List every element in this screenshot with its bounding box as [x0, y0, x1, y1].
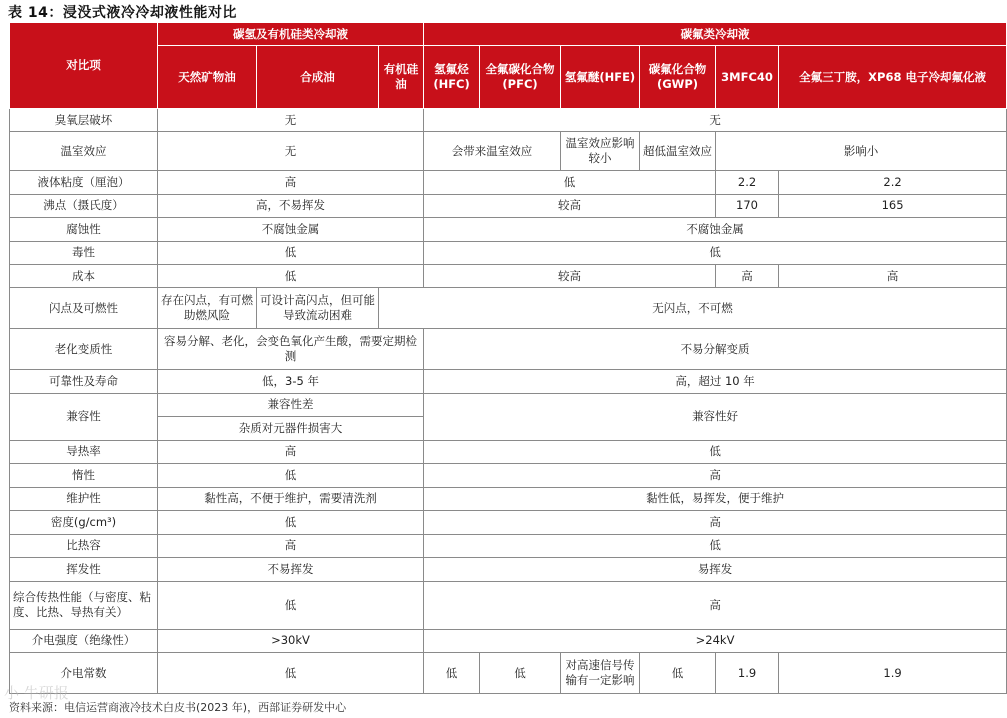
cell-fc: 低: [424, 440, 1007, 463]
header-col-hfe: 氢氟醚(HFE): [561, 46, 640, 108]
cell-fc: 黏性低，易挥发，便于维护: [424, 487, 1007, 510]
cell-hc: 黏性高，不便于维护，需要清洗剂: [158, 487, 424, 510]
row-label: 维护性: [10, 487, 158, 510]
header-group-fluorocarbon: 碳氟类冷却液: [424, 23, 1007, 46]
row-label: 比热容: [10, 534, 158, 557]
cell-xp68: 2.2: [779, 171, 1007, 194]
cell-fc: 无: [424, 108, 1007, 131]
cell-hc: 低: [158, 511, 424, 534]
cell-hc: 无: [158, 132, 424, 171]
header-row-columns: [10, 46, 1007, 108]
table-row: [10, 171, 1007, 194]
cell-fc: 兼容性好: [424, 393, 1007, 440]
cell-fc: 易挥发: [424, 558, 1007, 581]
cell-hc: 高，不易挥发: [158, 194, 424, 217]
header-compare-item: 对比项: [10, 23, 158, 109]
row-label: 沸点（摄氏度）: [10, 194, 158, 217]
cell-fc: 不腐蚀金属: [424, 218, 1007, 241]
row-label: 兼容性: [10, 393, 158, 440]
cell-hc: 高: [158, 440, 424, 463]
header-col-xp68: 全氟三丁胺，XP68 电子冷却氟化液: [779, 46, 1007, 108]
cell-gwp: 低: [640, 653, 716, 694]
cell-fc: 无闪点，不可燃: [379, 288, 1007, 329]
cell-hfe: 对高速信号传输有一定影响: [561, 653, 640, 694]
header-col-pfc: 全氟碳化合物(PFC): [480, 46, 561, 108]
cell-hc: 低: [158, 581, 424, 629]
cell-hfc-pfc: 会带来温室效应: [424, 132, 561, 171]
cell-hc: 低，3-5 年: [158, 370, 424, 393]
cell-3mfc40: 2.2: [716, 171, 779, 194]
table-row: [10, 393, 1007, 416]
table-row: [10, 265, 1007, 288]
cell-xp68: 1.9: [779, 653, 1007, 694]
cell-fc: 低: [424, 534, 1007, 557]
row-label: 惰性: [10, 464, 158, 487]
table-row: [10, 487, 1007, 510]
cell-rest: 影响小: [716, 132, 1007, 171]
header-col-silicone-oil: 有机硅油: [379, 46, 424, 108]
table-row: [10, 558, 1007, 581]
cell-hc: 低: [158, 265, 424, 288]
cell-fc: 低: [424, 241, 1007, 264]
table-row: [10, 464, 1007, 487]
cell-fc: 高，超过 10 年: [424, 370, 1007, 393]
table-row: [10, 581, 1007, 629]
table-row: [10, 370, 1007, 393]
cell-fc: 高: [424, 464, 1007, 487]
table-row: [10, 440, 1007, 463]
table-row: [10, 329, 1007, 370]
table-row: [10, 108, 1007, 131]
row-label: 老化变质性: [10, 329, 158, 370]
cell-hc: 低: [158, 464, 424, 487]
cell-fc: >24kV: [424, 629, 1007, 652]
cell-hc: >30kV: [158, 629, 424, 652]
row-label: 闪点及可燃性: [10, 288, 158, 329]
table-row: [10, 534, 1007, 557]
cell-hc: 高: [158, 171, 424, 194]
cell-hc: 低: [158, 653, 424, 694]
table-row: [10, 629, 1007, 652]
cell-3mfc40: 1.9: [716, 653, 779, 694]
comparison-table: [9, 22, 1007, 694]
cell-hc: 容易分解、老化，会变色氧化产生酸，需要定期检测: [158, 329, 424, 370]
row-label: 可靠性及寿命: [10, 370, 158, 393]
row-label: 导热率: [10, 440, 158, 463]
cell-hc: 无: [158, 108, 424, 131]
header-col-hfc: 氢氟烃(HFC): [424, 46, 480, 108]
cell-fc: 不易分解变质: [424, 329, 1007, 370]
row-label: 介电强度（绝缘性）: [10, 629, 158, 652]
header-col-mineral-oil: 天然矿物油: [158, 46, 257, 108]
cell-xp68: 高: [779, 265, 1007, 288]
cell-fc: 高: [424, 581, 1007, 629]
table-row: [10, 132, 1007, 171]
cell-hc: 不易挥发: [158, 558, 424, 581]
source-note: 资料来源：电信运营商液冷技术白皮书(2023 年)，西部证券研发中心: [9, 701, 347, 714]
row-label: 毒性: [10, 241, 158, 264]
row-label: 腐蚀性: [10, 218, 158, 241]
cell-fc: 较高: [424, 265, 716, 288]
cell-hfe: 温室效应影响较小: [561, 132, 640, 171]
table-row: [10, 241, 1007, 264]
cell-hc: 低: [158, 241, 424, 264]
header-col-gwp: 碳氟化合物(GWP): [640, 46, 716, 108]
cell-pfc: 低: [480, 653, 561, 694]
cell-xp68: 165: [779, 194, 1007, 217]
cell-hc: 高: [158, 534, 424, 557]
row-label: 综合传热性能（与密度、粘度、比热、导热有关）: [10, 581, 158, 629]
cell-hc: 不腐蚀金属: [158, 218, 424, 241]
table-row: [10, 511, 1007, 534]
row-label: 温室效应: [10, 132, 158, 171]
row-label: 成本: [10, 265, 158, 288]
table-row: [10, 653, 1007, 694]
table-row: [10, 194, 1007, 217]
cell-hfc: 低: [424, 653, 480, 694]
watermark: 小 牛研报: [4, 684, 69, 702]
cell-3mfc40: 170: [716, 194, 779, 217]
table-row: [10, 218, 1007, 241]
header-col-3mfc40: 3MFC40: [716, 46, 779, 108]
table-row: [10, 288, 1007, 329]
table-title: 表 14：浸没式液冷冷却液性能对比: [8, 5, 237, 21]
row-label: 臭氧层破坏: [10, 108, 158, 131]
row-label: 挥发性: [10, 558, 158, 581]
cell-hc-2: 杂质对元器件损害大: [158, 417, 424, 440]
row-label: 介电常数: [10, 653, 158, 694]
cell-3mfc40: 高: [716, 265, 779, 288]
header-group-hydrocarbon: 碳氢及有机硅类冷却液: [158, 23, 424, 46]
row-label: 密度(g/cm³): [10, 511, 158, 534]
cell-fc: 低: [424, 171, 716, 194]
header-col-synthetic-oil: 合成油: [257, 46, 379, 108]
header-row-group: [10, 23, 1007, 46]
cell-fc: 高: [424, 511, 1007, 534]
cell-synthetic: 可设计高闪点，但可能导致流动困难: [257, 288, 379, 329]
row-label: 液体粘度（厘泡）: [10, 171, 158, 194]
cell-gwp: 超低温室效应: [640, 132, 716, 171]
cell-mineral: 存在闪点，有可燃助燃风险: [158, 288, 257, 329]
cell-fc: 较高: [424, 194, 716, 217]
cell-hc-1: 兼容性差: [158, 393, 424, 416]
